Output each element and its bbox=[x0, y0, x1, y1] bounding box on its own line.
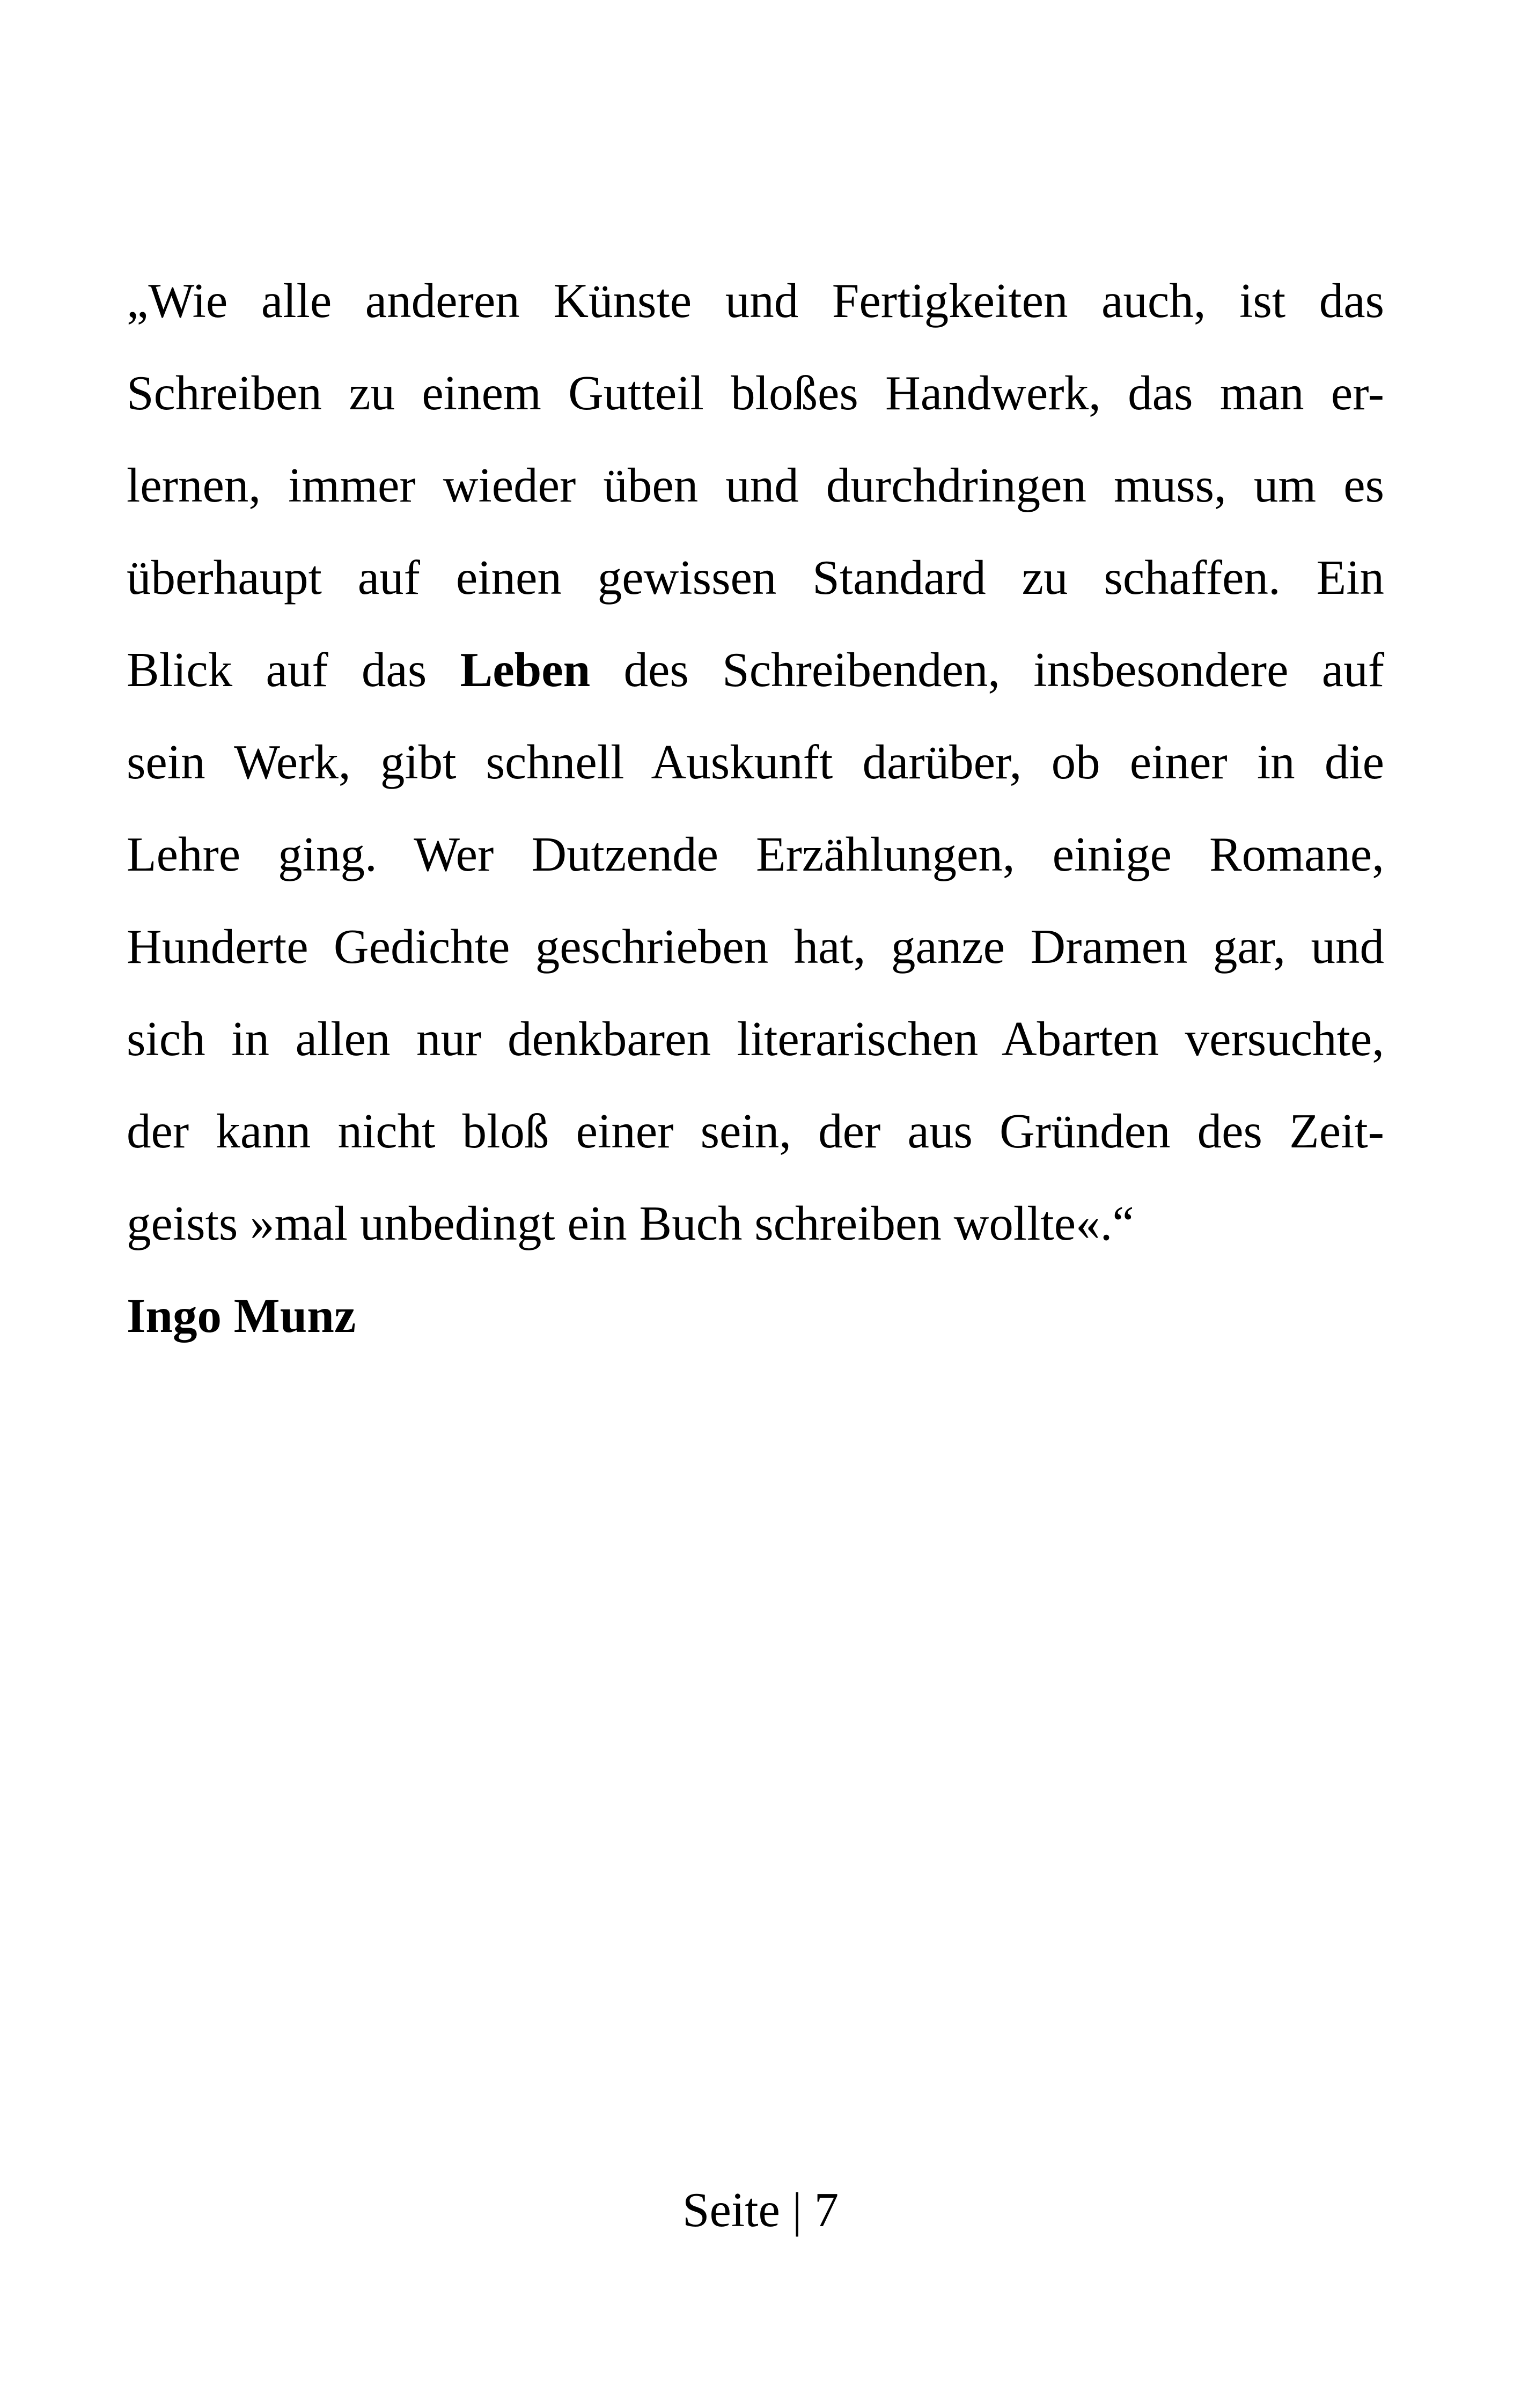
page-label: Seite bbox=[682, 2183, 780, 2237]
quote-line: überhaupt auf einen gewissen Standard zu schaffen. Ein bbox=[127, 550, 1384, 605]
quote-line bbox=[127, 624, 1384, 716]
page-number: 7 bbox=[814, 2183, 839, 2237]
quote-line: Schreiben zu einem Gutteil bloßes Handwerk, das man er- bbox=[127, 366, 1384, 420]
quote-line: der kann nicht bloß einer sein, der aus Gründen des Zeit- bbox=[127, 1104, 1384, 1158]
quote-line: „Wie alle anderen Künste und Fertigkeiten auch, ist das bbox=[127, 274, 1384, 328]
quote-text-before-emphasis: Blick auf das bbox=[127, 643, 460, 697]
quote-line: Lehre ging. Wer Dutzende Erzählungen, einige Romane, bbox=[127, 827, 1384, 881]
quote-line: geists »mal unbedingt ein Buch schreiben wollte«.“ bbox=[127, 1196, 1134, 1250]
page-separator: | bbox=[792, 2183, 802, 2237]
quote-text-after-emphasis: des Schreibenden, insbesondere auf bbox=[590, 643, 1384, 697]
quote-block bbox=[127, 255, 1384, 1362]
quote-line: Hunderte Gedichte geschrieben hat, ganze Dramen gar, und bbox=[127, 919, 1384, 974]
page-footer bbox=[0, 2178, 1521, 2242]
emphasized-word: Leben bbox=[460, 643, 591, 697]
quote-line: sich in allen nur denkbaren literarischen Abarten versuchte, bbox=[127, 1012, 1384, 1066]
quote-line: sein Werk, gibt schnell Auskunft darüber, ob einer in die bbox=[127, 735, 1384, 789]
quote-author: Ingo Munz bbox=[127, 1288, 356, 1343]
quote-line: lernen, immer wieder üben und durchdringen muss, um es bbox=[127, 458, 1384, 512]
